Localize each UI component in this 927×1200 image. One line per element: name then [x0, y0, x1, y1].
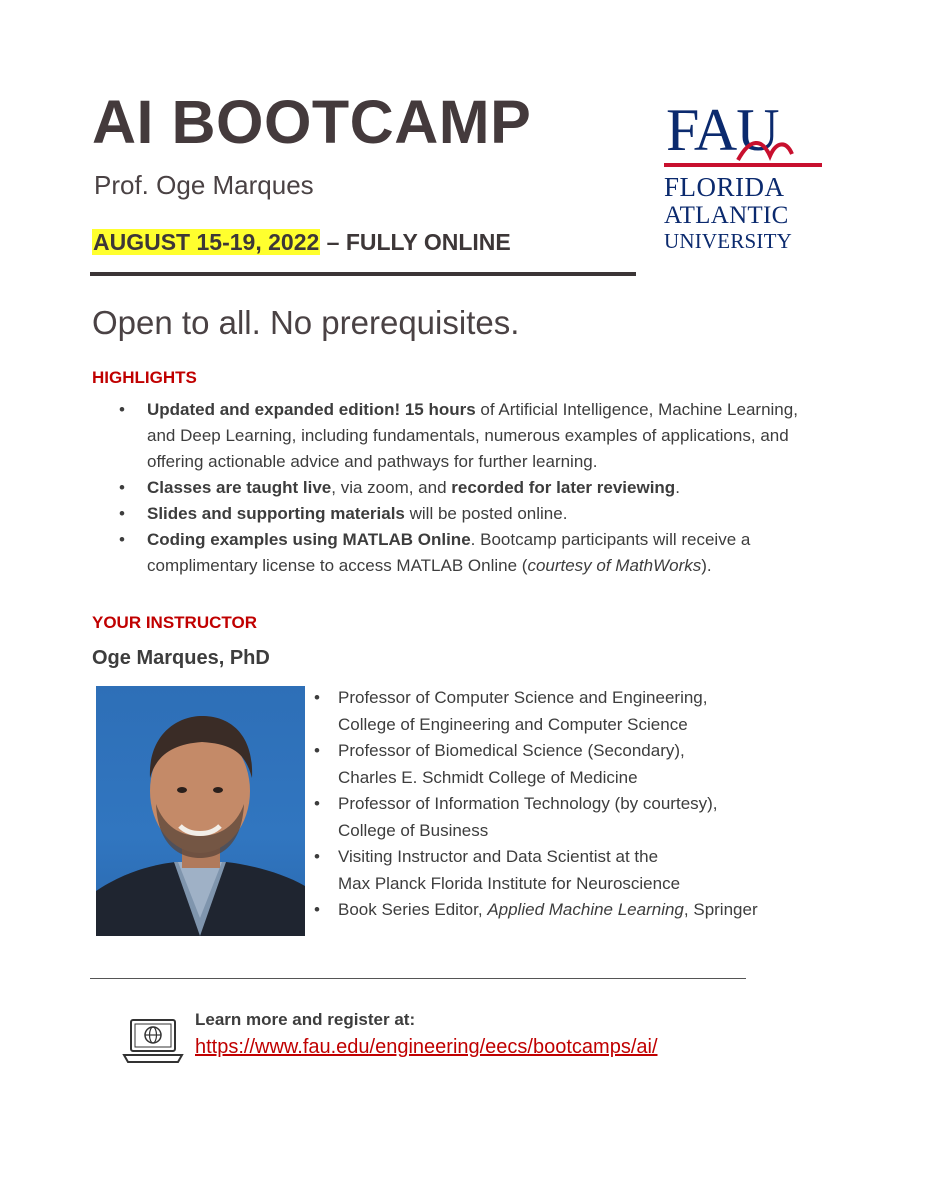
credential-line: Book Series Editor,	[338, 900, 488, 919]
list-item	[119, 501, 827, 527]
header-divider	[90, 272, 636, 276]
highlight-text: of Artificial Intelligence, Machine Learning, and Deep Learning, including fundamentals, numerous examples of applications, and offering actionable advice and pathways for further learning.	[147, 400, 798, 471]
subtitle: Prof. Oge Marques	[94, 170, 314, 200]
highlight-bold: Coding examples using MATLAB Online	[147, 530, 471, 549]
highlight-text: , via zoom, and	[331, 478, 452, 497]
dates-format: – FULLY ONLINE	[320, 229, 511, 255]
list-item	[314, 844, 818, 897]
bullet-icon: •	[314, 900, 320, 919]
credential-line: , Springer	[683, 900, 758, 919]
tagline: Open to all. No prerequisites.	[92, 304, 520, 341]
list-item	[314, 738, 818, 791]
list-item	[119, 527, 827, 579]
credential-line: Visiting Instructor and Data Scientist at the	[338, 847, 659, 866]
wave-icon	[734, 130, 796, 164]
bullet-icon: •	[119, 530, 125, 549]
highlights-list	[119, 397, 827, 579]
highlight-bold: Updated and expanded edition! 15 hours	[147, 400, 476, 419]
logo-line-atlantic: ATLANTIC	[664, 202, 789, 229]
highlight-text: will be posted online.	[404, 504, 568, 523]
highlight-text: ).	[701, 556, 712, 575]
credential-line: Professor of Biomedical Science (Secondary),	[338, 741, 685, 760]
highlights-heading: HIGHLIGHTS	[92, 368, 197, 387]
instructor-name: Oge Marques, PhD	[92, 647, 270, 669]
credential-line: Professor of Information Technology (by courtesy),	[338, 794, 718, 813]
credential-line: College of Engineering and Computer Science	[338, 714, 688, 734]
page-title: AI BOOTCAMP	[92, 88, 532, 156]
fau-logo-mark: FAU	[666, 97, 779, 163]
bullet-icon: •	[314, 847, 320, 866]
credential-line: Professor of Computer Science and Engineering,	[338, 688, 708, 707]
highlight-bold: Slides and supporting materials	[147, 504, 405, 523]
bullet-icon: •	[314, 741, 320, 760]
laptop-globe-icon	[122, 1018, 184, 1064]
fau-logo	[664, 97, 824, 255]
logo-line-university: UNIVERSITY	[664, 229, 792, 253]
list-item	[314, 897, 818, 924]
credentials-list	[314, 685, 818, 924]
footer-divider	[90, 978, 746, 979]
logo-line-florida: FLORIDA	[664, 172, 785, 202]
highlight-text: . Bootcamp participants will receive a complimentary license to access MATLAB Online (	[147, 530, 751, 575]
event-dates	[92, 229, 511, 256]
bullet-icon: •	[119, 478, 125, 497]
logo-rule	[664, 163, 822, 167]
bullet-icon: •	[119, 400, 125, 419]
credential-line: Max Planck Florida Institute for Neuroscience	[338, 873, 681, 893]
bullet-icon: •	[314, 794, 320, 813]
credential-line: College of Business	[338, 820, 489, 840]
instructor-photo	[96, 686, 305, 936]
list-item	[119, 475, 827, 501]
credential-line: Charles E. Schmidt College of Medicine	[338, 767, 638, 787]
list-item	[314, 791, 818, 844]
bullet-icon: •	[314, 688, 320, 707]
highlight-bold: recorded for later reviewing	[451, 478, 676, 497]
dates-highlight: AUGUST 15-19, 2022	[93, 229, 320, 255]
book-series-title: Applied Machine Learning	[487, 900, 684, 919]
highlight-italic: courtesy of MathWorks	[527, 556, 702, 575]
highlight-text: .	[675, 478, 680, 497]
portrait-icon	[96, 686, 305, 936]
list-item	[314, 685, 818, 738]
highlight-bold: Classes are taught live	[147, 478, 332, 497]
register-label: Learn more and register at:	[195, 1010, 416, 1029]
bullet-icon: •	[119, 504, 125, 523]
list-item	[119, 397, 827, 475]
register-link[interactable]: https://www.fau.edu/engineering/eecs/bootcamps/ai/	[195, 1036, 658, 1058]
instructor-heading: YOUR INSTRUCTOR	[92, 613, 257, 632]
